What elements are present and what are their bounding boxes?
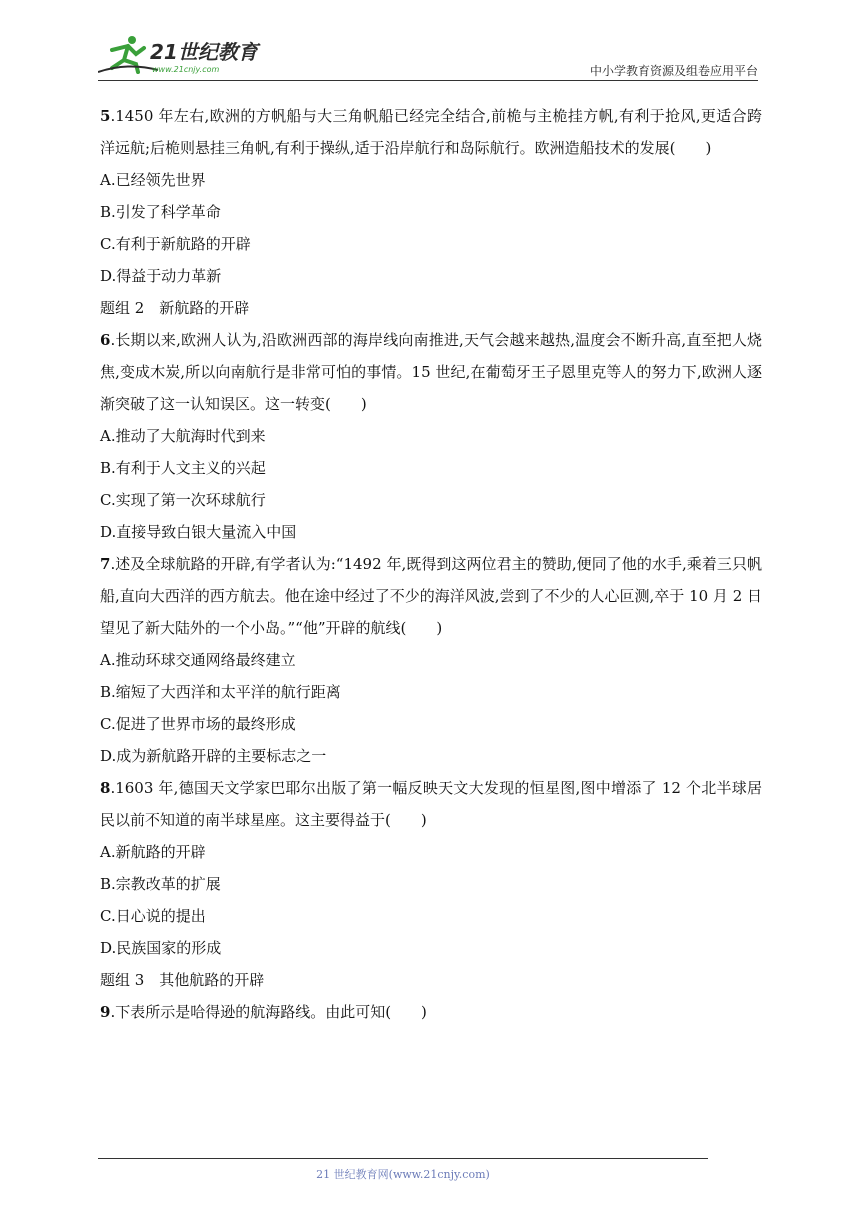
answer-option: D.直接导致白银大量流入中国 xyxy=(100,523,297,541)
answer-option: A.推动环球交通网络最终建立 xyxy=(100,651,296,669)
site-logo xyxy=(98,32,268,76)
question-7 xyxy=(100,548,762,644)
answer-option: C.有利于新航路的开辟 xyxy=(100,235,251,253)
question-number: 9 xyxy=(100,1003,111,1021)
question-text: .述及全球航路的开辟,有学者认为:“1492 年,既得到这两位君主的赞助,便同了他的水手,乘着三只帆船,直向大西洋的西方航去。他在途中经过了不少的海洋风波,尝到了不少的人心叵测,卒于 10 月 2 日望见了新大陆外的一个小岛。”“他”开辟的航线( ) xyxy=(100,555,763,637)
header-platform-text: 中小学教育资源及组卷应用平台 xyxy=(589,64,758,78)
question-number: 5 xyxy=(100,107,111,125)
header-divider xyxy=(98,80,758,81)
question-number: 7 xyxy=(100,555,111,573)
answer-option: C.日心说的提出 xyxy=(100,907,206,925)
answer-option: B.缩短了大西洋和太平洋的航行距离 xyxy=(100,683,341,701)
answer-option: C.实现了第一次环球航行 xyxy=(100,491,266,509)
answer-option: D.民族国家的形成 xyxy=(100,939,222,957)
answer-option: D.成为新航路开辟的主要标志之一 xyxy=(100,747,327,765)
question-5 xyxy=(100,100,762,164)
answer-option: C.促进了世界市场的最终形成 xyxy=(100,715,296,733)
answer-option: A.已经领先世界 xyxy=(100,171,206,189)
page-header xyxy=(98,30,758,80)
question-number: 8 xyxy=(100,779,111,797)
question-9 xyxy=(100,996,762,1028)
question-6 xyxy=(100,324,762,420)
answer-option: A.推动了大航海时代到来 xyxy=(100,427,266,445)
answer-option: B.有利于人文主义的兴起 xyxy=(100,459,266,477)
question-group-heading: 题组 2 新航路的开辟 xyxy=(100,299,250,317)
answer-option: A.新航路的开辟 xyxy=(100,843,206,861)
logo-text: 21世纪教育 xyxy=(150,40,258,64)
answer-option: B.引发了科学革命 xyxy=(100,203,221,221)
question-8 xyxy=(100,772,762,836)
logo-url: www.21cnjy.com xyxy=(152,65,220,74)
question-group-heading: 题组 3 其他航路的开辟 xyxy=(100,971,265,989)
footer-text: 21 世纪教育网(www.21cnjy.com) xyxy=(316,1168,490,1181)
answer-option: B.宗教改革的扩展 xyxy=(100,875,221,893)
question-text: .长期以来,欧洲人认为,沿欧洲西部的海岸线向南推进,天气会越来越热,温度会不断升高,直至把人烧焦,变成木炭,所以向南航行是非常可怕的事情。15 世纪,在葡萄牙王子恩里克等人的努力下,欧洲人逐渐突破了这一认知误区。这一转变( ) xyxy=(100,331,762,413)
question-text: .1450 年左右,欧洲的方帆船与大三角帆船已经完全结合,前桅与主桅挂方帆,有利于抢风,更适合跨洋远航;后桅则悬挂三角帆,有利于操纵,适于沿岸航行和岛际航行。欧洲造船技术的发展( ) xyxy=(100,107,762,157)
document-body xyxy=(100,100,762,1028)
question-text: .下表所示是哈得逊的航海路线。由此可知( ) xyxy=(110,1003,427,1021)
question-number: 6 xyxy=(100,331,111,349)
question-text: .1603 年,德国天文学家巴耶尔出版了第一幅反映天文大发现的恒星图,图中增添了 12 个北半球居民以前不知道的南半球星座。这主要得益于( ) xyxy=(100,779,762,829)
footer-divider xyxy=(98,1158,708,1159)
answer-option: D.得益于动力革新 xyxy=(100,267,222,285)
